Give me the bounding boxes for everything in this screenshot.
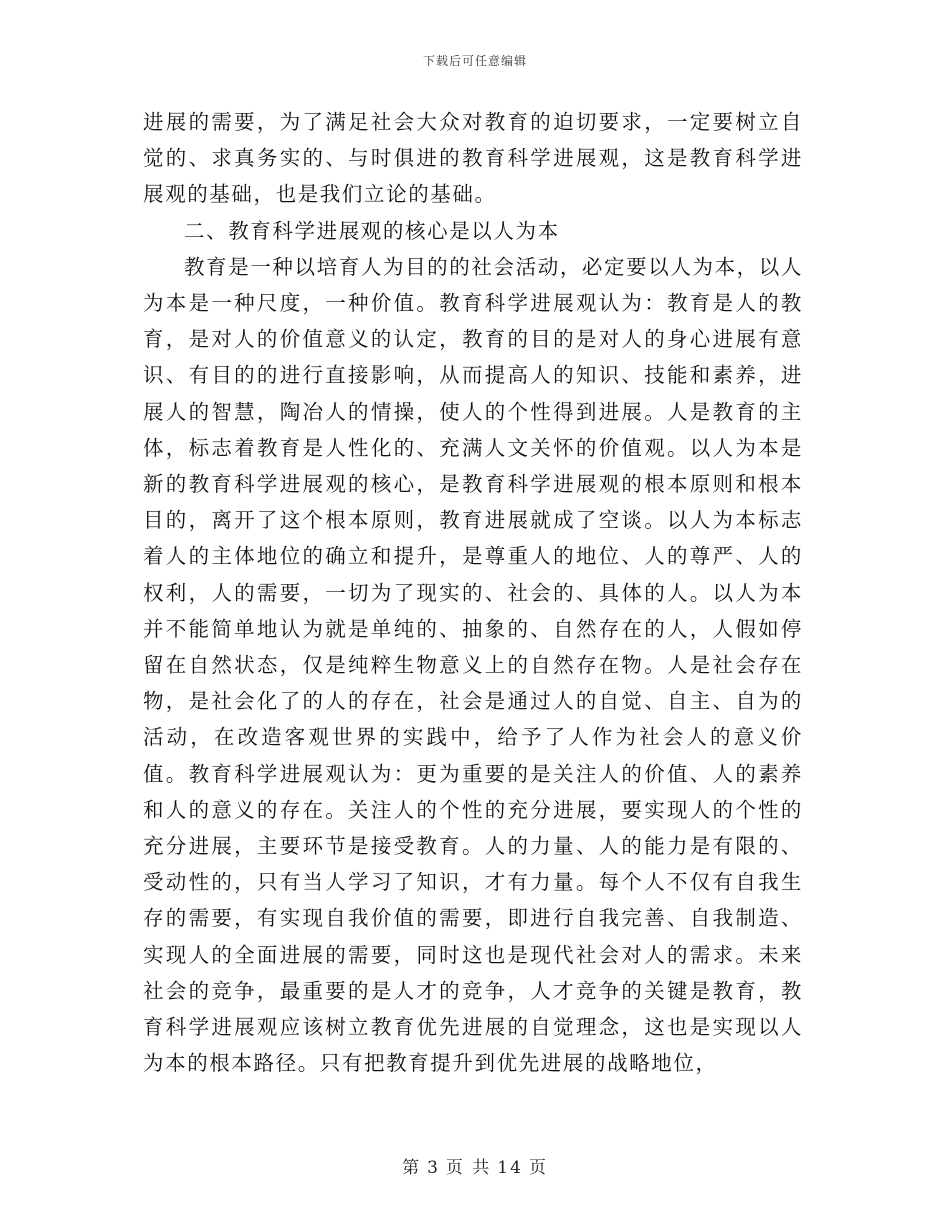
paragraph-main: 教育是一种以培育人为目的的社会活动，必定要以人为本，以人为本是一种尺度，一种价值。教育科学进展观认为：教育是人的教育，是对人的价值意义的认定，教育的目的是对人的身心进展有意识、有目的的进行直接影响，从而提高人的知识、技能和素养，进展人的智慧，陶冶人的情操，使人的个性得到进展。人是教育的主体，标志着教育是人性化的、充满人文关怀的价值观。以人为本是新的教育科学进展观的核心，是教育科学进展观的根本原则和根本目的，离开了这个根本原则，教育进展就成了空谈。以人为本标志着人的主体地位的确立和提升，是尊重人的地位、人的尊严、人的权利，人的需要，一切为了现实的、社会的、具体的人。以人为本并不能简单地认为就是单纯的、抽象的、自然存在的人，人假如停留在自然状态，仅是纯粹生物意义上的自然存在物。人是社会存在物，是社会化了的人的存在，社会是通过人的自觉、自主、自为的活动，在改造客观世界的实践中，给予了人作为社会人的意义价值。教育科学进展观认为：更为重要的是关注人的价值、人的素养和人的意义的存在。关注人的个性的充分进展，要实现人的个性的充分进展，主要环节是接受教育。人的力量、人的能力是有限的、受动性的，只有当人学习了知识，才有力量。每个人不仅有自我生存的需要，有实现自我价值的需要，即进行自我完善、自我制造、实现人的全面进展的需要，同时这也是现代社会对人的需求。未来社会的竞争，最重要的是人才的竞争，人才竞争的关键是教育，教育科学进展观应该树立教育优先进展的自觉理念，这也是实现以人为本的根本路径。只有把教育提升到优先进展的战略地位， [143,254,803,1076]
section-heading: 二、教育科学进展观的核心是以人为本 [184,218,560,243]
footer-suffix: 页 [528,1158,548,1178]
document-body [143,104,803,1081]
footer-prefix: 第 [402,1158,422,1178]
total-pages-number: 14 [497,1158,523,1178]
current-page-number: 3 [427,1158,440,1178]
page-footer [0,1153,950,1178]
footer-middle: 页 共 [445,1158,492,1178]
paragraph-continuation: 进展的需要，为了满足社会大众对教育的迫切要求，一定要树立自觉的、求真务实的、与时俱进的教育科学进展观，这是教育科学进展观的基础，也是我们立论的基础。 [143,110,803,207]
page-header: 下载后可任意编辑 [422,54,527,68]
